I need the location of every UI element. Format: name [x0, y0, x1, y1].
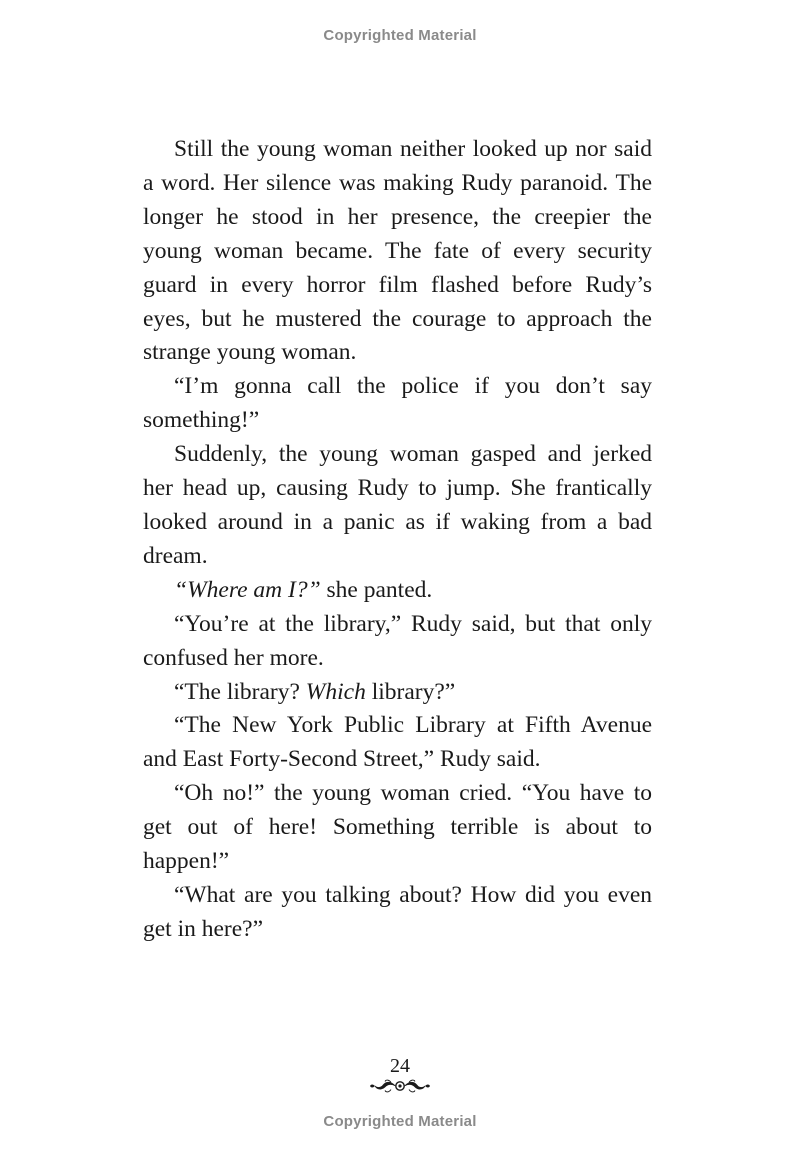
- italic-speech: “Where am I?”: [174, 576, 321, 603]
- copyright-watermark-top: Copyrighted Material: [323, 27, 477, 44]
- decorative-flourish-icon: [369, 1078, 431, 1094]
- italic-emphasis: Which: [305, 678, 366, 705]
- speech-end: library?”: [365, 678, 456, 705]
- copyright-watermark-bottom: Copyrighted Material: [323, 1113, 477, 1130]
- paragraph: Suddenly, the young woman gasped and jerked her head up, causing Rudy to jump. She frantically looked around in a panic as if waking from a bad dream.: [143, 441, 652, 569]
- paragraph: “Oh no!” the young woman cried. “You have to get out of here! Something terrible is about to happen!”: [143, 780, 652, 875]
- paragraph: “What are you talking about? How did you even get in here?”: [143, 881, 652, 942]
- dialogue-tag: she panted.: [320, 576, 433, 603]
- paragraph: “The New York Public Library at Fifth Avenue and East Forty-Second Street,” Rudy said.: [143, 712, 652, 773]
- page-number: 24: [390, 1055, 410, 1077]
- paragraph: “I’m gonna call the police if you don’t say something!”: [143, 373, 652, 434]
- paragraph: [143, 676, 652, 710]
- paragraph: “You’re at the library,” Rudy said, but that only confused her more.: [143, 610, 652, 671]
- speech-start: “The library?: [174, 678, 306, 705]
- page-body-text: [143, 133, 652, 947]
- paragraph: [143, 574, 652, 608]
- paragraph: Still the young woman neither looked up nor said a word. Her silence was making Rudy paranoid. The longer he stood in her presence, the creepier the young woman became. The fate of every security guard in every horror film flashed before Rudy’s eyes, but he mustered the courage to approach the strange young woman.: [143, 136, 652, 366]
